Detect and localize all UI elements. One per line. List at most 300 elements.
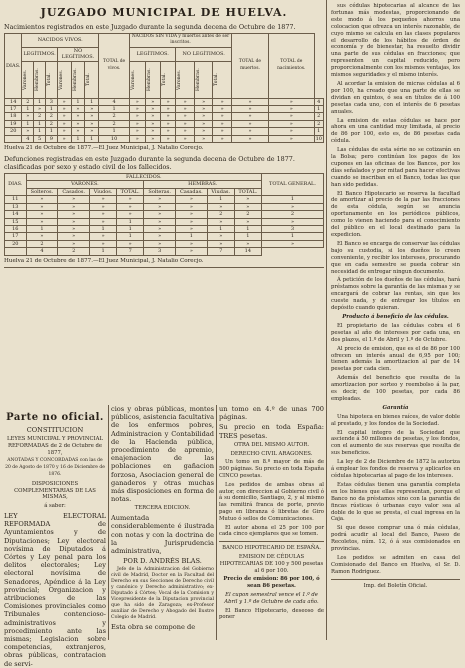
day-cell: 11 xyxy=(5,196,27,203)
value-cell: » xyxy=(234,218,261,225)
total-cell: » xyxy=(145,135,160,142)
value-cell: 1 xyxy=(314,106,323,113)
total-cell: 7 xyxy=(117,248,144,255)
bottom-col-3 xyxy=(219,405,324,640)
value-cell: » xyxy=(231,98,268,105)
value-cell: » xyxy=(90,196,117,203)
totals-row xyxy=(5,248,324,255)
births-legit-header: LEGÍTIMOS. xyxy=(22,47,57,61)
constitucion-note: ANOTADAS Y CONCORDADAS con las de 20 de Agosto de 1870 y 16 de Diciembre de 1876. xyxy=(5,458,105,477)
derecho-civil-body: Un tomo en 8.º mayor de más de 500 páginas. Su precio en toda España CINCO pesetas. xyxy=(219,459,324,479)
banco-paragraph: El capital integro de la Sociedad que asciende á 50 millones de pesetas, y los fondos, con el aumento de sus reservas que resulta de sus beneficios. xyxy=(331,429,460,457)
banco-paragraph: Los pedidos se admiten en casa del Comisionado del Banco en Huelva, el Sr. D. Ramon Rodriguez. xyxy=(331,554,460,575)
banco-paragraph: Una hipoteca en bienes raíces, de valor doble al prestado, y los fondos de la Sociedad. xyxy=(331,413,460,427)
value-cell: » xyxy=(58,218,90,225)
value-cell: » xyxy=(261,240,323,247)
saber-text: á saber: xyxy=(44,503,66,510)
value-cell: 2 xyxy=(207,211,234,218)
banco-hipotecario-heading: BANCO HIPOTECARIO DE ESPAÑA. xyxy=(222,545,321,552)
value-cell: » xyxy=(145,98,160,105)
totals-row xyxy=(5,135,324,142)
value-cell: 1 xyxy=(234,233,261,240)
day-cell: 15 xyxy=(5,218,27,225)
section-divider xyxy=(4,267,324,268)
value-cell: » xyxy=(144,233,176,240)
births-col-label: Hembras. xyxy=(72,68,78,92)
value-cell: » xyxy=(57,106,71,113)
value-cell: » xyxy=(231,120,268,127)
births-footer: Huelva 21 de Octubre de 1877.—El Juez Municipal, J. Natalio Corecjo. xyxy=(4,145,204,152)
total-cell: 2 xyxy=(58,248,90,255)
value-cell: 1 xyxy=(45,106,57,113)
value-cell: 1 xyxy=(234,225,261,232)
value-cell: » xyxy=(26,211,58,218)
banco-paragraph: Al precio de emision, que es el de 86 por 100 ofrecen un interés anual de 6,95 por 100; tienen además la amortizacion al par de 14 pesetas por cada cien. xyxy=(331,345,460,373)
column-separator xyxy=(216,405,217,640)
value-cell: 1 xyxy=(117,218,144,225)
tomo-text: un tomo en 4.º de unas 700 páginas. xyxy=(219,405,324,422)
table-row xyxy=(5,113,324,120)
value-cell: » xyxy=(58,203,90,210)
deaths-col-header: Solteros. xyxy=(26,188,58,195)
value-cell: » xyxy=(268,106,314,113)
value-cell: 1 xyxy=(207,196,234,203)
value-cell: » xyxy=(57,128,71,135)
value-cell: » xyxy=(145,106,160,113)
value-cell: » xyxy=(268,120,314,127)
value-cell: » xyxy=(234,196,261,203)
day-cell: 13 xyxy=(5,203,27,210)
value-cell: 1 xyxy=(34,120,46,127)
banco-paragraph: Las cédulas de esta série no se cotizarán en la Bolsa; pero continúan los pagos de los cupones en las oficinas de los Bancos, por los días señalados y por mitad para hacer efectivas cuando se inscriban en el Banco, todas las que han sido pedidas. xyxy=(331,147,460,188)
value-cell: » xyxy=(57,98,71,105)
value-cell: 1 xyxy=(207,225,234,232)
day-cell: 14 xyxy=(5,211,27,218)
births-table xyxy=(4,33,324,143)
value-cell: » xyxy=(207,218,234,225)
total-cell: » xyxy=(57,135,71,142)
value-cell: » xyxy=(175,218,207,225)
value-cell: » xyxy=(176,120,195,127)
births-muertos-header: NACIDOS SIN VIDA y muertos antes de ser inscritos. xyxy=(130,34,232,48)
value-cell: 1 xyxy=(117,233,144,240)
day-cell: 19 xyxy=(5,120,22,127)
value-cell: 2 xyxy=(22,98,34,105)
deaths-col-header: Casadas. xyxy=(175,188,207,195)
author-description: Jefe de la Administracion del Gobierno civil de Madrid, Doctor en la Facultad del Derecho en sus Secciones de Derecho civil y canónico y Derecho administrativo; ex-Diputado á Córtes; Vocal de la Comision y Vicepresidente de la Diputacion provincial que ha sido de Zaragoza; ex-Profesor auxiliar de Derecho y Abogado del Ilustre Colegio de Madrid. xyxy=(111,567,214,621)
births-col-label: Hembras. xyxy=(35,68,41,92)
value-cell: » xyxy=(117,196,144,203)
table-row xyxy=(5,106,324,113)
deaths-col-header: Viudos. xyxy=(90,188,117,195)
births-col-header xyxy=(176,61,195,98)
value-cell: » xyxy=(213,128,232,135)
value-cell: » xyxy=(213,120,232,127)
value-cell: » xyxy=(90,211,117,218)
value-cell: » xyxy=(234,203,261,210)
day-cell: 17 xyxy=(5,106,22,113)
value-cell: » xyxy=(234,240,261,247)
value-cell: 1 xyxy=(314,128,323,135)
total-cell: » xyxy=(130,135,145,142)
value-cell: 3 xyxy=(45,98,57,105)
value-cell: » xyxy=(144,211,176,218)
total-cell: 7 xyxy=(207,248,234,255)
value-cell: » xyxy=(194,128,213,135)
total-cell: » xyxy=(231,135,268,142)
value-cell: » xyxy=(144,218,176,225)
table-row xyxy=(5,98,324,105)
pedidos-text: Los pedidos de ambas obras al autor, con direccion al Gobierno civil ó á su domicilio, Santiago, 2, y al mismo las remitirá franca de porte, previo pago en libranza ó libretas de Giro Mutuo ó sellos de Comunicaciones. xyxy=(219,481,324,522)
total-cell: » xyxy=(176,135,195,142)
births-col-header xyxy=(213,61,232,98)
births-col-header xyxy=(22,61,34,98)
value-cell: 1 xyxy=(261,196,323,203)
value-cell: 2 xyxy=(314,113,323,120)
banco-paragraph: Á petición de los dueños de las cédulas, hará préstamos sobre la garantía de las mismas y se encargará de cobrar las rentas, sin que les cueste nada, y de entregar los títulos en depósito cuando quieran. xyxy=(331,277,460,312)
ad-divider xyxy=(219,541,324,542)
value-cell: » xyxy=(194,98,213,105)
value-cell: 1 xyxy=(175,233,207,240)
value-cell: » xyxy=(160,113,175,120)
deaths-col-header: TOTAL. xyxy=(117,188,144,195)
table-row xyxy=(5,218,324,225)
value-cell: 1 xyxy=(117,225,144,232)
value-cell: » xyxy=(175,240,207,247)
value-cell: » xyxy=(117,240,144,247)
banco-paragraph: La emision de estas cédulas se hace por ahora en una cantidad muy limitada, al precio de 86 por 100, esto es, de 86 pesetas cada cédula. xyxy=(331,117,460,145)
banco-body: El Banco Hipotecario, deseoso de poner xyxy=(219,607,324,621)
value-cell: 1 xyxy=(99,106,130,113)
births-total-muertos-header: TOTAL de muertos. xyxy=(231,34,268,99)
banco-paragraph: El propietario de las cédulas cobra el 6 pesetas al año de intereses por cada una, en dos plazos, el 1.º de Abril y 1.º de Octubre. xyxy=(331,322,460,343)
value-cell: » xyxy=(231,113,268,120)
value-cell: » xyxy=(85,106,99,113)
deaths-col-header: TOTAL. xyxy=(234,188,261,195)
day-cell: 20 xyxy=(5,128,22,135)
value-cell: » xyxy=(231,106,268,113)
value-cell: » xyxy=(58,196,90,203)
value-cell: » xyxy=(85,128,99,135)
deaths-col-header: Casados. xyxy=(58,188,90,195)
day-cell: 20 xyxy=(5,240,27,247)
value-cell: 1 xyxy=(45,128,57,135)
value-cell: » xyxy=(194,120,213,127)
deaths-dias-header: DIAS. xyxy=(5,174,27,196)
total-cell: 1 xyxy=(85,135,99,142)
table-row xyxy=(5,120,324,127)
column-separator xyxy=(108,405,109,640)
value-cell: » xyxy=(85,120,99,127)
value-cell: » xyxy=(58,240,90,247)
table-row xyxy=(5,240,324,247)
value-cell: » xyxy=(160,106,175,113)
right-column xyxy=(326,0,463,640)
deaths-col-header: Viudas. xyxy=(207,188,234,195)
births-vivos-header: NACIDOS VIVOS. xyxy=(22,34,99,48)
value-cell: 2 xyxy=(234,211,261,218)
births-col-label: Hembras. xyxy=(146,68,152,92)
value-cell: » xyxy=(144,196,176,203)
deaths-fallecidos-header: FALLECIDOS. xyxy=(26,174,261,181)
value-cell: 1 xyxy=(71,98,85,105)
births-col-label: Total. xyxy=(161,73,167,87)
value-cell: » xyxy=(175,196,207,203)
deaths-total-general-header: TOTAL GENERAL. xyxy=(261,174,323,196)
value-cell: » xyxy=(145,128,160,135)
value-cell: » xyxy=(130,98,145,105)
value-cell: 1 xyxy=(261,233,323,240)
value-cell: » xyxy=(144,240,176,247)
value-cell: » xyxy=(130,128,145,135)
births-col-header xyxy=(71,61,85,98)
total-cell: » xyxy=(213,135,232,142)
banco-paragraph: Además del beneficio que resulta de la amortizacion por sorteo y reembolso á la par, es decir, de 100 pesetas, por cada 86 empleadas. xyxy=(331,375,460,402)
value-cell: » xyxy=(58,225,90,232)
value-cell: » xyxy=(22,128,34,135)
value-cell: » xyxy=(145,120,160,127)
value-cell: 2 xyxy=(314,120,323,127)
births-col-header xyxy=(194,61,213,98)
births-total-general-header: TOTAL de nacimientos. xyxy=(268,34,314,99)
births-subtitle: Nacimientos registrados en este Juzgado durante la segunda decena de Octubre de 1877. xyxy=(4,23,296,31)
births-total-vivos-header: TOTAL de vivos. xyxy=(99,34,130,99)
value-cell: 2 xyxy=(261,211,323,218)
value-cell: » xyxy=(71,106,85,113)
value-cell: » xyxy=(207,233,234,240)
value-cell: » xyxy=(176,106,195,113)
value-cell: » xyxy=(175,225,207,232)
births-col-label: Varones. xyxy=(23,69,29,90)
births-col-header xyxy=(145,61,160,98)
value-cell: » xyxy=(90,233,117,240)
emision-text: EMISION DE CÉDULAS HIPOTECARIAS DE 100 y 500 pesetas al 6 por 100. xyxy=(219,553,324,574)
value-cell: » xyxy=(117,203,144,210)
value-cell: 2 xyxy=(26,240,58,247)
births-col-label: Varones. xyxy=(58,69,64,90)
value-cell: » xyxy=(117,211,144,218)
total-cell: » xyxy=(194,135,213,142)
banco-paragraph: Al acordar la emision de micras cédulas al 6 por 100, ha creado que una parte de ellas se dividan en quintos, ó sea en títulos de á 100 pesetas cada uno, con el interés de 6 pesetas anuales. xyxy=(331,80,460,115)
total-cell: » xyxy=(175,248,207,255)
parte-no-oficial-heading: Parte no oficial. xyxy=(6,412,104,423)
table-row xyxy=(5,196,324,203)
value-cell: » xyxy=(130,113,145,120)
obra-body-2: Aumentada considerablemente é ilustrada con notas y con la doctrina de la Jurisprudencia administrativa, xyxy=(111,514,214,556)
value-cell: 1 xyxy=(22,106,34,113)
births-col-label: Varones. xyxy=(131,69,137,90)
value-cell: » xyxy=(207,240,234,247)
value-cell: 1 xyxy=(90,225,117,232)
value-cell: » xyxy=(145,113,160,120)
deaths-subtitle: Defunciones registradas en este Juzgado durante la segunda decena de Octubre de 1877. clasificadas por sexo y estado civil de los fallecidos. xyxy=(4,155,295,172)
table-row xyxy=(5,203,324,210)
value-cell: » xyxy=(268,128,314,135)
value-cell: » xyxy=(71,113,85,120)
obra-body-4: Esta obra se compone de xyxy=(111,623,196,632)
value-cell: 1 xyxy=(26,225,58,232)
births-col-header xyxy=(57,61,71,98)
bottom-col-1 xyxy=(4,405,106,668)
table-row xyxy=(5,211,324,218)
value-cell: » xyxy=(176,128,195,135)
obra-body-1: cios y obras públicas, montes públicos, asistencia facultativa de los enfermos pobres, Administracion y Contabilidad de la Hacienda pública, procedimiento de apremio, enajenacion de las poblaciones en gañacion forzosa, Asociacion general de ganaderos y otras muchas más disposiciones en forma de notas. xyxy=(111,405,214,504)
births-col-label: Total. xyxy=(214,73,220,87)
births-col-label: Varones. xyxy=(177,69,183,90)
deaths-footer: Huelva 21 de Octubre de 1877.—El Juez Municipal, J. Natalio Corecjo. xyxy=(4,257,204,264)
cupon-text: El cupon semestral vence el 1.º de Abril y 1.º de Octubre de cada año. xyxy=(224,591,319,605)
total-cell: 14 xyxy=(234,248,261,255)
banco-article xyxy=(327,0,463,633)
constitucion-title: CONSTITUCION xyxy=(26,425,84,434)
value-cell: » xyxy=(213,106,232,113)
bottom-section xyxy=(4,405,324,668)
total-cell: 10 xyxy=(99,135,130,142)
value-cell: » xyxy=(130,106,145,113)
total-cell: 1 xyxy=(90,248,117,255)
value-cell: » xyxy=(26,196,58,203)
producto-heading: Producto á beneficio de las cédulas. xyxy=(342,313,449,320)
value-cell: 2 xyxy=(34,113,46,120)
births-legit2-header: LEGÍTIMOS. xyxy=(130,47,176,61)
value-cell: » xyxy=(144,203,176,210)
imprenta-divider xyxy=(331,579,460,580)
table-row xyxy=(5,225,324,232)
total-cell: » xyxy=(268,135,314,142)
births-col-label: Total. xyxy=(46,73,52,87)
value-cell: » xyxy=(160,128,175,135)
total-cell: 10 xyxy=(315,135,322,142)
page-title: JUZGADO MUNICIPAL DE HUELVA. xyxy=(40,6,288,19)
value-cell: » xyxy=(71,128,85,135)
value-cell: 2 xyxy=(45,120,57,127)
total-cell: 3 xyxy=(144,248,176,255)
value-cell: » xyxy=(130,120,145,127)
total-cell: » xyxy=(160,135,175,142)
value-cell: » xyxy=(231,128,268,135)
left-column xyxy=(4,0,324,668)
table-row xyxy=(5,128,324,135)
value-cell: » xyxy=(268,98,314,105)
value-cell: » xyxy=(57,113,71,120)
day-cell: 14 xyxy=(5,98,22,105)
value-cell: 1 xyxy=(99,128,130,135)
banco-paragraph: El Banco se encarga de conservar las cédulas bajo su custodia, si los dueños lo creen conveniente, y recibir los intereses, procurando que en cada semestre se pueda cobrar sin necesidad de entregar ningun documento. xyxy=(331,240,460,275)
deaths-col-header: Solteras. xyxy=(144,188,176,195)
constitucion-subtitle: LEYES MUNICIPAL Y PROVINCIAL REFORMADAS de 2 de Octubre de 1877, xyxy=(7,436,103,456)
births-dias-header: DIAS. xyxy=(5,34,22,99)
value-cell: » xyxy=(85,113,99,120)
total-cell: 4 xyxy=(22,135,34,142)
births-col-header xyxy=(130,61,145,98)
value-cell: » xyxy=(268,113,314,120)
imprenta-text: Imp. del Boletín Oficial. xyxy=(363,582,428,589)
value-cell: » xyxy=(90,240,117,247)
births-col-header xyxy=(34,61,46,98)
value-cell: » xyxy=(261,203,323,210)
births-nolegit2-header: NO LEGÍTIMOS. xyxy=(176,47,232,61)
derecho-civil-title: DERECHO CIVIL ARAGONES. xyxy=(230,450,313,457)
deaths-varones-header: VARONES. xyxy=(26,181,144,188)
precio-emision: Precio de emision: 86 por 100, ó sean 86 pesetas. xyxy=(223,576,320,590)
value-cell: 1 xyxy=(22,120,34,127)
total-cell: 9 xyxy=(45,135,57,142)
value-cell: 2 xyxy=(45,113,57,120)
total-cell: 5 xyxy=(34,135,46,142)
value-cell: » xyxy=(144,225,176,232)
value-cell: » xyxy=(58,233,90,240)
garantia-heading: Garantía xyxy=(382,404,409,411)
value-cell: » xyxy=(213,113,232,120)
value-cell: 1 xyxy=(34,128,46,135)
value-cell: » xyxy=(57,120,71,127)
value-cell: 4 xyxy=(314,98,323,105)
value-cell: » xyxy=(160,120,175,127)
value-cell: » xyxy=(58,211,90,218)
value-cell: » xyxy=(213,98,232,105)
value-cell: » xyxy=(176,113,195,120)
value-cell: » xyxy=(207,203,234,210)
births-col-label: Hembras. xyxy=(195,68,201,92)
tercera-edicion: TERCERA EDICION. xyxy=(134,505,191,512)
births-nolegit-header: NO LEGÍTIMOS. xyxy=(57,47,98,61)
births-col-header xyxy=(160,61,175,98)
disposiciones-title: DISPOSICIONES COMPLEMENTARIAS DE LAS MISMAS, xyxy=(14,480,96,501)
leyes-body: LEY ELECTORAL REFORMADA de Ayuntamientos y de Diputaciones; Ley electoral novísima de Diputados á Córtes y Ley penal para los delitos electorales; Ley electoral novísima de Senadores, Apéndice á la Ley provincial; Organizacion y atribuciones de las Comisiones provinciales como Tribunales contencioso-administrativos y procedimiento ante las mismas; Legislacion sobre competencias, extranjeros, obras públicas, contratacion de servi- xyxy=(4,511,106,668)
value-cell: » xyxy=(26,203,58,210)
value-cell: 2 xyxy=(99,120,130,127)
day-cell: 18 xyxy=(5,113,22,120)
births-col-label: Total. xyxy=(86,73,92,87)
day-cell: 17 xyxy=(5,233,27,240)
otra-obra-heading: OTRA DEL MISMO AUTOR. xyxy=(233,441,310,448)
value-cell: » xyxy=(175,203,207,210)
value-cell: » xyxy=(26,218,58,225)
value-cell: » xyxy=(194,113,213,120)
deaths-hembras-header: HEMBRAS. xyxy=(144,181,262,188)
banco-paragraph: Si que desee comprar una ó más cédulas, podrá acudir al local del Banco, Paseo de Recoletos, núm. 12, ó á sus comisionados en provincias. xyxy=(331,525,460,553)
banco-paragraph: El Banco Hipotecario se reserva la facultad de amortizar al precio de la par las fracciones de esta cédula, según se anuncia oportunamente en los periódicos públicos, como lo vienen haciendo para el conocimiento del público en el local destinado para la expedicion. xyxy=(331,190,460,238)
value-cell: » xyxy=(71,120,85,127)
value-cell: » xyxy=(176,98,195,105)
value-cell: 4 xyxy=(99,98,130,105)
descuento-text: El autor abona el 25 por 100 por cada cinco ejemplares que se tomen. xyxy=(219,524,324,538)
value-cell: 1 xyxy=(34,98,46,105)
day-cell: 16 xyxy=(5,225,27,232)
value-cell: 1 xyxy=(85,98,99,105)
value-cell: » xyxy=(261,218,323,225)
table-row xyxy=(5,233,324,240)
day-cell xyxy=(5,248,27,255)
value-cell: » xyxy=(160,98,175,105)
births-col-header xyxy=(45,61,57,98)
value-cell: 3 xyxy=(261,225,323,232)
bottom-col-2 xyxy=(111,405,214,640)
banco-paragraph: La ley de 2 de Diciembre de 1872 la autoriza á emplear los fondos de reserva y aplicarlos en cédulas hipotecarias al pago de los intereses. xyxy=(331,459,460,479)
author-name: POR D. ANDRÉS BLAS. xyxy=(123,557,202,566)
total-cell: 1 xyxy=(71,135,85,142)
births-col-header xyxy=(85,61,99,98)
value-cell: » xyxy=(34,106,46,113)
value-cell: » xyxy=(90,218,117,225)
value-cell: » xyxy=(175,211,207,218)
value-cell: » xyxy=(194,106,213,113)
day-cell xyxy=(5,135,22,142)
deaths-table xyxy=(4,173,324,255)
value-cell: » xyxy=(26,233,58,240)
value-cell: 2 xyxy=(99,113,130,120)
value-cell: » xyxy=(22,113,34,120)
